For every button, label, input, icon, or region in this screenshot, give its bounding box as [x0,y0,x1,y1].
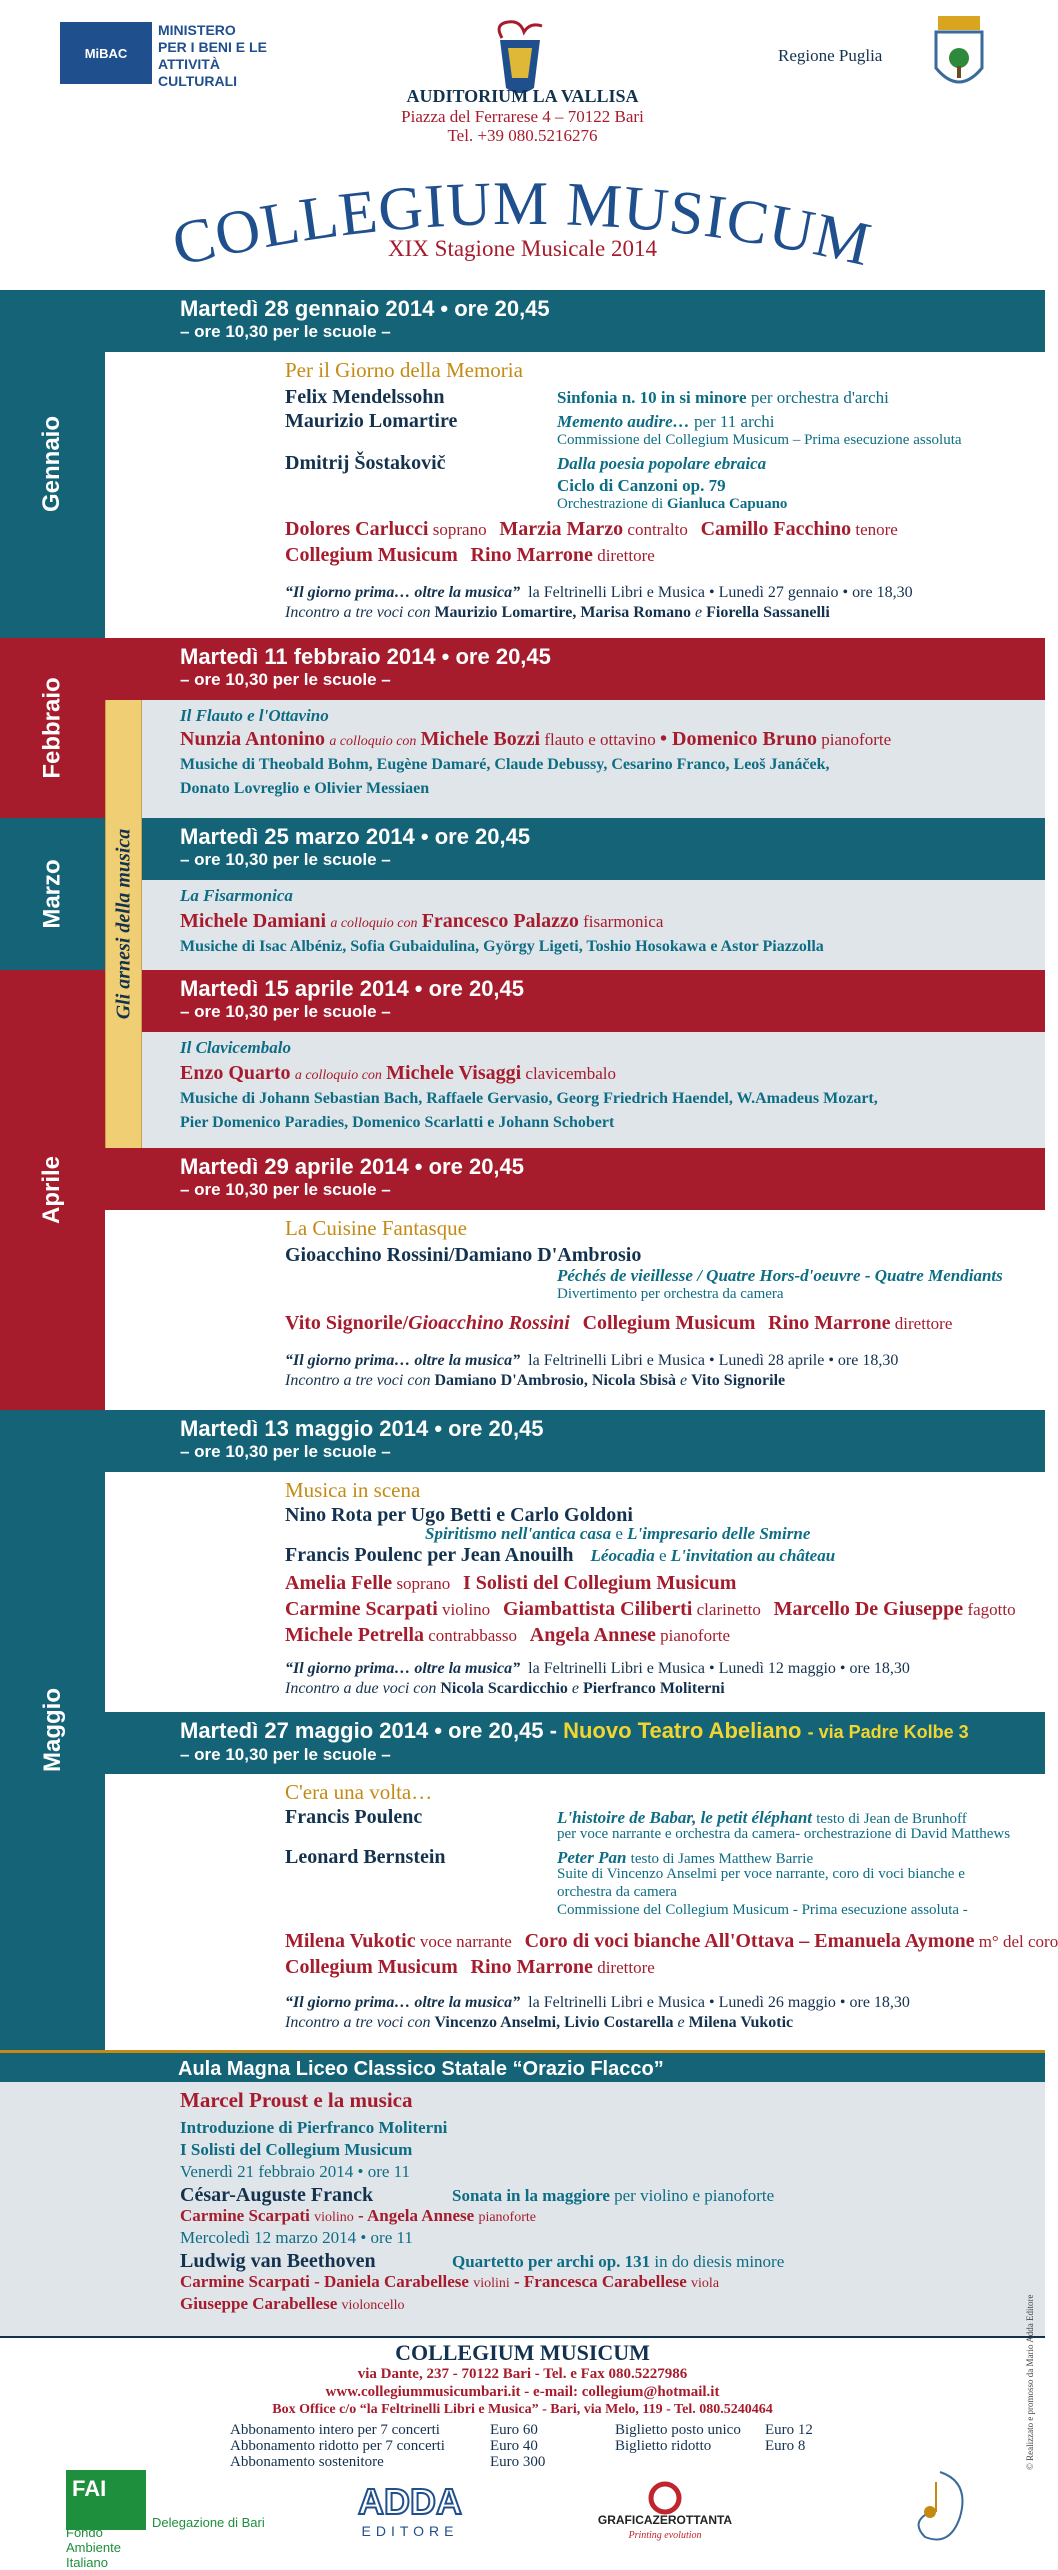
footer-web-email[interactable]: www.collegiummusicumbari.it - e-mail: collegium@hotmail.it [325,2384,720,2400]
event-7-body: C'era una volta… Francis Poulenc L'histoire de Babar, le petit éléphant testo di Jean de Brunhoff per voce narrante e orchestra da camera- orchestrazione di David Matthews Leonard Bernstein Peter Pan testo di James Matthew Barrie Suite di Vincenzo Anselmi per voce narrante, coro di voci bianche e orchestra da camera Commissione del Collegium Musicum - Prima esecuzione assoluta - Milena Vukotic voce narrante Coro di voci bianche All'Ottava – Emanuela Aymone m° del coro Collegium Musicum Rino Marrone direttore “Il giorno prima… oltre la musica” la Feltrinelli Libri e Musica • Lunedì 26 maggio • ore 18,30 Incontro a tre voci con Vincenzo Anselmi, Livio Costarella e Milena Vukotic [105,1774,1045,2050]
venue-phone: Tel. +39 080.5216276 [447,126,598,145]
svg-text:GRAFICAZEROTTANTA: GRAFICAZEROTTANTA [597,2513,733,2527]
ticket-single-price: Euro 12 [765,2422,813,2438]
event-3-body: La Fisarmonica Michele Damiani a colloquio con Francesco Palazzo fisarmonica Musiche di Isac Albéniz, Sofia Gubaidulina, György Ligeti, Toshio Hosokawa e Astor Piazzolla [142,880,1045,970]
event-1-body: Per il Giorno della Memoria Felix Mendelssohn Sinfonia n. 10 in si minore per orchestra d'archi Maurizio Lomartire Memento audire… per 11 archi Commissione del Collegium Musicum – Prima esecuzione assoluta Dmitrij Šostakovič Dalla poesia popolare ebraica Ciclo di Canzoni op. 79 Orchestrazione di Gianluca Capuano Dolores Carlucci soprano Marzia Marzo contralto Camillo Facchino tenore Collegium Musicum Rino Marrone direttore “Il giorno prima… oltre la musica” la Feltrinelli Libri e Musica • Lunedì 27 gennaio • ore 18,30 Incontro a tre voci con Maurizio Lomartire, Marisa Romano e Fiorella Sassanelli [105,352,1045,638]
season-subtitle: XIX Stagione Musicale 2014 [388,236,657,261]
event-2-body: Il Flauto e l'Ottavino Nunzia Antonino a colloquio con Michele Bozzi flauto e ottavino • Domenico Bruno pianoforte Musiche di Theobald Bohm, Eugène Damaré, Claude Debussy, Cesarino Franco, Leoš Janáček, Donato Lovreglio e Olivier Messiaen [142,700,1045,818]
venue-address: Piazza del Ferrarese 4 – 70122 Bari [401,107,644,126]
subscription-supporter: Abbonamento sostenitore [230,2454,384,2470]
fai-delegation: Delegazione di Bari [152,2515,265,2530]
region-label: Regione Puglia [778,46,883,65]
footer-divider [0,2336,1045,2338]
aula-magna-bar: Aula Magna Liceo Classico Statale “Orazio Flacco” [0,2050,1045,2082]
svg-text:COLLEGIUM MUSICUM [166,170,877,279]
subscription-reduced-price: Euro 40 [490,2438,538,2454]
event-4-bar: Martedì 15 aprile 2014 • ore 20,45 – ore 10,30 per le scuole – [105,970,1045,1032]
subscription-full: Abbonamento intero per 7 concerti [230,2422,440,2438]
side-label-arnesi: Gli arnesi della musica [105,700,142,1148]
adda-editore-logo [335,2480,485,2542]
svg-text:EDITORE: EDITORE [361,2523,459,2539]
event-3-bar: Martedì 25 marzo 2014 • ore 20,45 – ore 10,30 per le scuole – [105,818,1045,880]
month-maggio: Maggio [0,1410,105,2050]
subscription-reduced: Abbonamento ridotto per 7 concerti [230,2438,445,2454]
fai-logo: FAI [66,2470,146,2530]
event-4-body: Il Clavicembalo Enzo Quarto a colloquio con Michele Visaggi clavicembalo Musiche di Johann Sebastian Bach, Raffaele Gervasio, Georg Friedrich Haendel, W.Amadeus Mozart, Pier Domenico Paradies, Domenico Scarlatti e Johann Schobert [142,1032,1045,1148]
subscription-supporter-price: Euro 300 [490,2454,546,2470]
graficazerottanta-logo [590,2478,740,2543]
credit-line: © Realizzato e promosso da Mario Adda Editore [1025,2294,1035,2470]
festival-musica-logo [900,2462,980,2552]
title-text: COLLEGIUM MUSICUM [166,169,878,280]
venue-name: AUDITORIUM LA VALLISA [406,86,639,106]
event-6-body: Musica in scena Nino Rota per Ugo Betti e Carlo Goldoni Spiritismo nell'antica casa e L'impresario delle Smirne Francis Poulenc per Jean Anouilh Léocadia e L'invitation au château Amelia Felle soprano I Solisti del Collegium Musicum Carmine Scarpati violino Giambattista Ciliberti clarinetto Marcello De Giuseppe fagotto Michele Petrella contrabbasso Angela Annese pianoforte “Il giorno prima… oltre la musica” la Feltrinelli Libri e Musica • Lunedì 12 maggio • ore 18,30 Incontro a due voci con Nicola Scardicchio e Pierfranco Moliterni [105,1472,1045,1712]
svg-text:ADDA: ADDA [358,2481,462,2522]
ticket-single: Biglietto posto unico [615,2422,741,2438]
event-2-bar: Martedì 11 febbraio 2014 • ore 20,45 – ore 10,30 per le scuole – [105,638,1045,700]
footer-org-name: COLLEGIUM MUSICUM [395,2340,650,2365]
event-5-bar: Martedì 29 aprile 2014 • ore 20,45 – ore 10,30 per le scuole – [105,1148,1045,1210]
fai-name: Fondo Ambiente Italiano [66,2525,121,2570]
subscription-full-price: Euro 60 [490,2422,538,2438]
aula-magna-body: Marcel Proust e la musica Introduzione di Pierfranco Moliterni I Solisti del Collegium Musicum Venerdì 21 febbraio 2014 • ore 11 César-Auguste Franck Sonata in la maggiore per violino e pianoforte Carmine Scarpati violino - Angela Annese pianoforte Mercoledì 12 marzo 2014 • ore 11 Ludwig van Beethoven Quartetto per archi op. 131 in do diesis minore Carmine Scarpati - Daniela Carabellese violini - Francesca Carabellese viola Giuseppe Carabellese violoncello [0,2082,1045,2336]
event-7-bar: Martedì 27 maggio 2014 • ore 20,45 - Nuovo Teatro Abeliano - via Padre Kolbe 3 – ore 10,30 per le scuole – [105,1712,1045,1774]
month-gennaio: Gennaio [0,290,105,638]
footer-address: via Dante, 237 - 70122 Bari - Tel. e Fax 080.5227986 [357,2366,688,2382]
ticket-reduced-price: Euro 8 [765,2438,806,2454]
event-5-body: La Cuisine Fantasque Gioacchino Rossini/Damiano D'Ambrosio Péchés de vieillesse / Quatre Hors-d'oeuvre - Quatre Mendiants Divertimento per orchestra da camera Vito Signorile/Gioacchino Rossini Collegium Musicum Rino Marrone direttore “Il giorno prima… oltre la musica” la Feltrinelli Libri e Musica • Lunedì 28 aprile • ore 18,30 Incontro a tre voci con Damiano D'Ambrosio, Nicola Sbisà e Vito Signorile [105,1210,1045,1410]
event-6-bar: Martedì 13 maggio 2014 • ore 20,45 – ore 10,30 per le scuole – [105,1410,1045,1472]
month-marzo: Marzo [0,818,105,970]
event-1-bar: Martedì 28 gennaio 2014 • ore 20,45 – ore 10,30 per le scuole – [105,290,1045,352]
footer-box-office: Box Office c/o “la Feltrinelli Libri e Musica” - Bari, via Melo, 119 - Tel. 080.5240464 [272,2402,773,2417]
ministry-name: MINISTERO PER I BENI E LE ATTIVITÀ CULTURALI [158,22,267,89]
month-febbraio: Febbraio [0,638,105,818]
ticket-reduced: Biglietto ridotto [615,2438,712,2454]
regione-puglia-crest [930,10,988,96]
mibac-logo: MiBAC [60,22,152,84]
month-aprile: Aprile [0,970,105,1410]
svg-text:Printing evolution: Printing evolution [628,2530,702,2541]
